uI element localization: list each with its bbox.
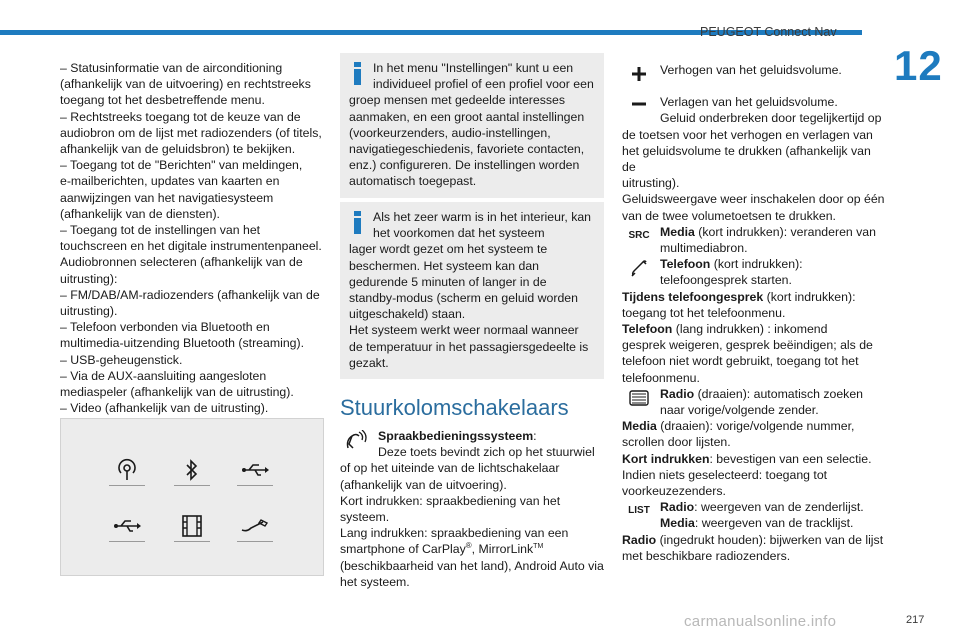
text-line: (afhankelijk van de uitvoering). [340,477,507,492]
column-2 [340,428,604,590]
text-line: – Telefoon verbonden via Bluetooth en [60,320,270,335]
src-media-label: Media [660,224,695,239]
text-line: – Rechtstreeks toegang tot de keuze van de [60,109,301,124]
text-line: Geluid onderbreken door tegelijkertijd op [660,111,882,126]
scroll-wheel-icon [622,388,656,414]
text-line: scrollen door lijsten. [622,435,731,450]
text-line: gesprek weigeren, gesprek beëindigen; als de [622,338,873,353]
text-line: afhankelijk van de geluidsbron) te bekijken. [60,142,296,157]
text-line: standby-modus (scherm en geluid worden [349,291,578,306]
radio-signal-icon [109,455,145,486]
list-radio-label: Radio [660,500,695,515]
list-media-label: Media [660,516,695,531]
text-line: aanwijzingen van het navigatiesysteem [60,190,274,205]
text-line: toegang tot het desbetreffende menu. [60,93,265,108]
tl-text: (lang indrukken) : inkomend [672,322,828,337]
text-line: – FM/DAB/AM-radiozenders (afhankelijk van de [60,287,320,302]
text-line: naar vorige/volgende zender. [660,403,819,418]
text-line: met beschikbare radiozenders. [622,548,791,563]
tl-label: Telefoon [622,322,673,337]
media-text: (draaien): vorige/volgende nummer, [656,419,855,434]
audio-source-panel [60,418,324,576]
trademark-mark: TM [533,543,544,551]
text-line: uitrusting). [622,176,680,191]
text-line: of op het uiteinde van de lichtschakelaar [340,461,560,476]
section-title: Stuurkolomschakelaars [340,395,569,420]
usb-icon [109,511,145,542]
radio-label: Radio [660,386,695,401]
text-line: de toetsen voor het verhogen en verlagen van [622,127,873,142]
text-line: (afhankelijk van de uitvoering) en rechtstreeks [60,77,311,92]
text-line: aanmaken, en een groot aantal instellingen [349,109,585,124]
tel-text: (kort indrukken): [710,257,803,272]
text-line: Geluidsweergave weer inschakelen door op één [622,192,885,207]
text-line: toegang tot het telefoonmenu. [622,305,786,320]
src-button-label: SRC [628,229,650,241]
text-line: – Toegang tot de "Berichten" van meldingen, [60,158,303,173]
watermark: carmanualsonline.info [684,613,837,630]
page-number: 217 [906,614,925,626]
text-line: telefoongesprek starten. [660,273,792,288]
voice-command-icon [340,430,374,458]
info-box-temperature [340,202,604,379]
text-line: systeem. [340,510,390,525]
text-line: e-mailberichten, updates van kaarten en [60,174,280,189]
text-line: audiobron om de lijst met radiozenders (of titels, [60,125,322,140]
text-line: (beschikbaarheid van het land), Android Auto via [340,558,604,573]
column-3 [622,62,886,564]
text-line: gedurende 5 minuten of langer in de [349,274,547,289]
aux-cable-icon [237,511,273,542]
radio-text: (draaien): automatisch zoeken [694,386,864,401]
info-icon [351,62,365,84]
text-line: Lang indrukken: spraakbediening van een [340,526,569,541]
text-line: (voorkeurzenders, audio-instellingen, [349,125,551,140]
column-1 [60,60,325,416]
bluetooth-icon [174,455,210,486]
src-text: (kort indrukken): veranderen van [694,224,876,239]
text-line: groep mensen met gedeelde interesses [349,93,566,108]
header-title: PEUGEOT Connect Nav [700,25,837,39]
text-line: enz.) configureren. De instellingen worden [349,158,580,173]
radio-long-label: Radio [622,532,657,547]
text-line: uitgeschakeld) staan. [349,307,466,322]
text-line: Deze toets bevindt zich op het stuurwiel [378,445,595,460]
text-line: Indien niets geselecteerd: toegang tot [622,467,828,482]
carplay-text: smartphone of CarPlay [340,542,466,557]
text-line: In het menu "Instellingen" kunt u een [373,61,574,75]
text-line: lager wordt gezet om het systeem te [349,242,548,257]
list-radio-text: : weergeven van de zenderlijst. [694,500,864,515]
text-line: voorkeuzezenders. [622,484,726,499]
media-label: Media [622,419,657,434]
info-icon [351,211,365,233]
text-line: het voorkomen dat het systeem [373,226,545,241]
list-button-label: LIST [628,505,650,517]
text-line: individueel profiel of een profiel voor een [373,77,594,92]
text-line: Verhogen van het geluidsvolume. [660,63,842,77]
video-icon [174,511,210,542]
text-line: Kort indrukken: spraakbediening van het [340,493,561,508]
text-line: (afhankelijk van de diensten). [60,206,220,221]
text-line: – Statusinformatie van de airconditioning [60,61,283,75]
text-line: gezakt. [349,355,389,370]
usb-icon [237,455,273,486]
text-line: uitrusting). [60,304,118,319]
volume-minus-icon [622,98,656,114]
text-line: – Video (afhankelijk van de uitrusting). [60,401,269,416]
radio-long-text: (ingedrukt houden): bijwerken van de lijst [656,532,884,547]
text-line: uitrusting): [60,271,118,286]
text-line: automatisch toegepast. [349,174,477,189]
voice-colon: : [533,429,537,443]
tg-label: Tijdens telefoongesprek [622,289,764,304]
text-line: multimedia-uitzending Bluetooth (streaming). [60,336,305,351]
text-line: navigatiegeschiedenis, favoriete contacten, [349,142,585,157]
text-line: – USB-geheugenstick. [60,352,183,367]
chapter-number: 12 [894,42,943,89]
text-line: Audiobronnen selecteren (afhankelijk van de [60,255,303,270]
short-press-text: : bevestigen van een selectie. [709,451,872,466]
text-line: telefoonmenu. [622,370,700,385]
volume-plus-icon [622,66,656,88]
short-press-label: Kort indrukken [622,451,710,466]
tel-label: Telefoon [660,257,711,272]
text-line: Verlagen van het geluidsvolume. [660,95,838,110]
list-media-text: : weergeven van de tracklijst. [694,516,854,531]
text-line: de temperatuur in het passagiersgedeelte is [349,339,589,354]
text-line: van de twee volumetoetsen te drukken. [622,208,836,223]
text-line: het geluidsvolume te drukken (afhankelijk van de [622,143,871,175]
text-line: – Toegang tot de instellingen van het [60,223,261,238]
tg-text: (kort indrukken): [763,289,856,304]
text-line: Het systeem werkt weer normaal wanneer [349,323,579,338]
text-line: multimediabron. [660,241,748,256]
text-line: Als het zeer warm is in het interieur, kan [373,210,592,224]
voice-title: Spraakbedieningssysteem [378,429,534,443]
text-line: – Via de AUX-aansluiting aangesloten [60,368,267,383]
info-box-settings [340,53,604,198]
text-line: mediaspeler (afhankelijk van de uitrusting). [60,385,294,400]
text-line: touchscreen en het digitale instrumentenpaneel. [60,239,322,254]
registered-mark: ® [465,541,472,551]
mirrorlink-text: , MirrorLink [471,542,534,557]
text-line: beschermen. Het systeem kan dan [349,258,540,273]
text-line: het systeem. [340,574,410,589]
phone-icon [622,258,656,284]
text-line: telefoon niet wordt gebruikt, toegang tot het [622,354,859,369]
